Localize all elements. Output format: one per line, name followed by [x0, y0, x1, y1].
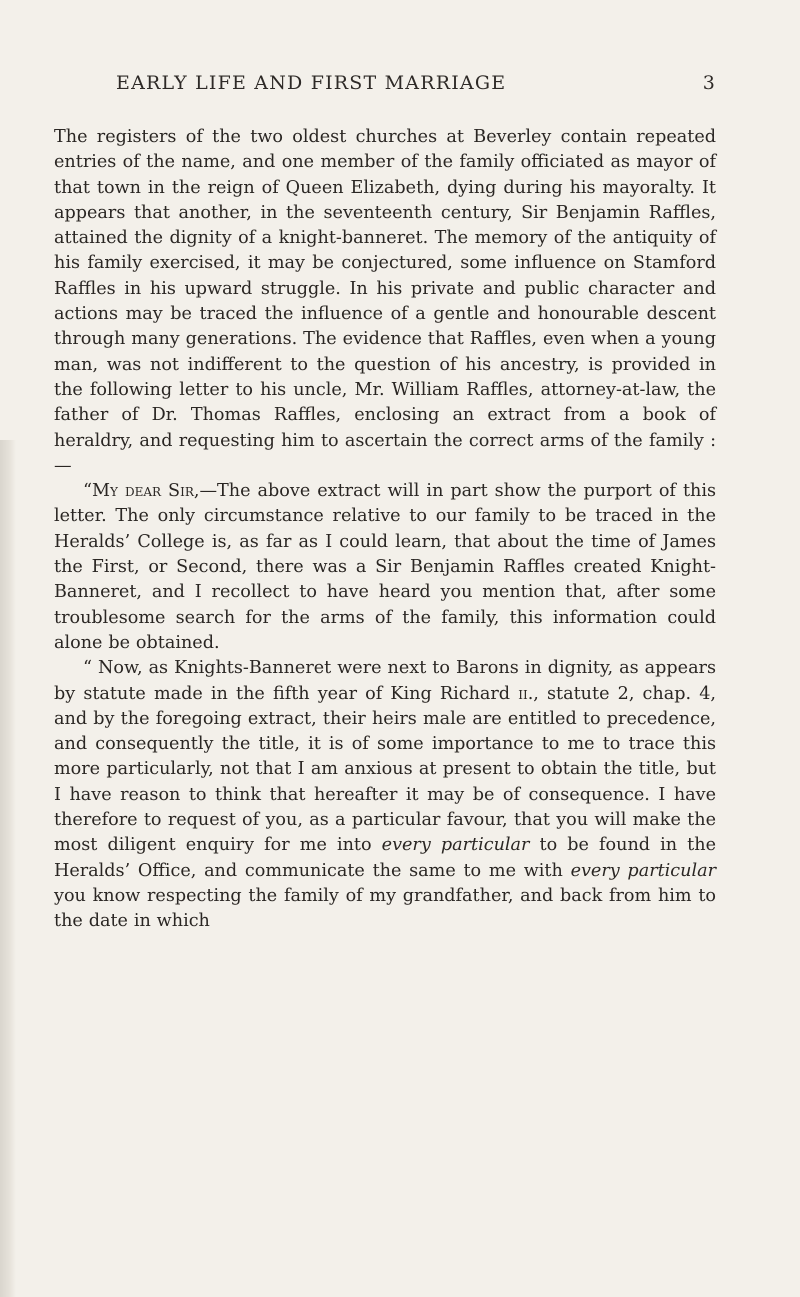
body-text	[54, 125, 716, 935]
paragraph-2-text: ,—The above extract will in part show the purport of this letter. The only circumstance relative to our family to be traced in the Heralds’ College is, as far as I could learn, that about the time of James the First, or Second, there was a Sir Benjamin Raffles created Knight-Banneret, and I recollect to have heard you mention that, after some troublesome search for the arms of the family, this information could alone be obtained.	[54, 481, 717, 653]
emphasis-every-particular-2: every particular	[570, 860, 717, 881]
paragraph-3-part-b: , statute 2, chap. 4, and by the foregoing extract, their heirs male are entitled to precedence, and consequently the title, it is of some importance to me to trace this more particularly, not that I am anxious at present to obtain the title, but I have reason to think that hereafter it may be of consequence. I have therefore to request of you, as a particular favour, that you will make the most diligent enquiry for me into	[54, 683, 716, 856]
paragraph-3-part-d: you know respecting the family of my grandfather, and back from him to the date in which	[54, 885, 716, 932]
regnal-number: ii.	[518, 683, 534, 704]
emphasis-every-particular-1: every particular	[381, 835, 530, 856]
paragraph-3	[54, 656, 716, 934]
open-quote: “	[83, 481, 92, 502]
paragraph-2	[54, 479, 716, 656]
paragraph-3-part-a: “ Now, as Knights-Banneret were next to Barons in dignity, as appears by statute made in the fifth year of King Richard	[54, 658, 716, 704]
running-head-title: EARLY LIFE AND FIRST MARRIAGE	[116, 72, 507, 94]
letter-salutation: My dear Sir	[92, 481, 194, 502]
page-number: 3	[702, 72, 716, 94]
page-binding-shadow	[0, 440, 16, 1297]
paragraph-1: The registers of the two oldest churches at Beverley contain repeated entries of the name, and one member of the family officiated as mayor of that town in the reign of Queen Elizabeth, dying during his mayoralty. It appears that another, in the seventeenth century, Sir Benjamin Raffles, attained the dignity of a knight-banneret. The memory of the antiquity of his family exercised, it may be conjectured, some influence on Stamford Raffles in his upward struggle. In his private and public character and actions may be traced the influence of a gentle and honourable descent through many generations. The evidence that Raffles, even when a young man, was not indifferent to the question of his ancestry, is provided in the following letter to his uncle, Mr. William Raffles, attorney-at-law, the father of Dr. Thomas Raffles, enclosing an extract from a book of heraldry, and requesting him to ascertain the correct arms of the family :—	[54, 127, 716, 476]
paragraph-3-part-c: to be found in the Heralds’ Office, and communicate the same to me with	[54, 835, 717, 881]
